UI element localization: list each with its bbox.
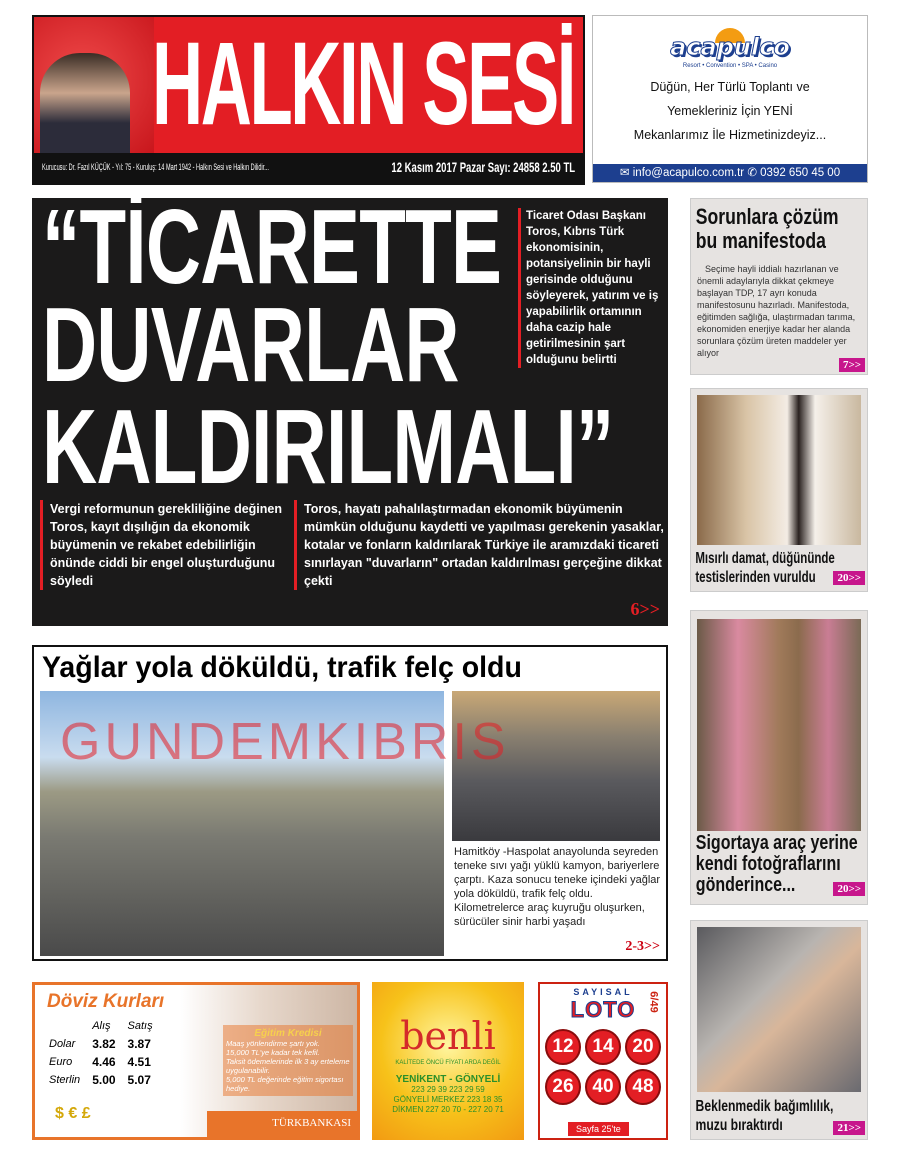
sidebar-story-insurance[interactable] (690, 610, 868, 905)
acapulco-logo: acapulco (593, 28, 867, 61)
acapulco-ad[interactable] (592, 15, 868, 183)
ad-text: Düğün, Her Türlü Toplantı ve Yemekleriniz İçin YENİ Mekanlarımız İle Hizmetinizdeyiz... (633, 80, 827, 142)
credit-info: Eğitim Kredisi Maaş yönlendirme şartı yok. 15,000 TL'ye kadar tek kefil. Taksit ödemelerinde ilk 3 ay erteleme uygulanabilir. 5,000 TL değerinde eğitim sigortası hediye. (223, 1025, 353, 1096)
lotto-ball: 12 (545, 1029, 581, 1065)
page-ref[interactable]: 7>> (839, 358, 865, 372)
story-title: Sorunlara çözüm bu manifestoda (695, 204, 839, 253)
page-ref[interactable]: 2-3>> (625, 939, 660, 954)
currency-symbols: $ € £ (55, 1105, 91, 1122)
exchange-table: Alış Satış Dolar 3.82 3.87 Euro 4.46 4.51 Sterlin 5.00 5.07 (43, 1017, 159, 1089)
page-ref[interactable]: 20>> (833, 882, 865, 896)
benli-ad[interactable] (372, 982, 524, 1140)
lotto-ball: 26 (545, 1069, 581, 1105)
page-ref[interactable]: 20>> (833, 571, 865, 585)
lead-deck: Ticaret Odası Başkanı Toros, Kıbrıs Türk ekonomisinin, potansiyelinin bir hayli gerisinde olduğunu söyleyerek, yatırım ve iş yapabilirlik ortamının daha cazip hale getirilmesinin şart olduğunu belirtti (518, 208, 666, 368)
benli-logo: benli (400, 1014, 496, 1058)
bank-logo: TÜRKBANKASI (207, 1111, 357, 1137)
story-title: Sigortaya araç yerine kendi fotoğraflarını gönderince... (695, 832, 858, 896)
story-text: Seçime hayli iddialı hazırlanan ve önemli adaylarıyla dikkat çekmeye başlayan TDP, 17 ayrı konuda manifestosunu hazırladı. Manifestoda, eğitimden sağlığa, ulaştırmadan tarıma, ekonomiden enerjiye kadar her alanda sorunlara çözüm üreten maddeler yer alıyor (697, 264, 856, 358)
founder-portrait (40, 53, 130, 153)
newspaper-title: HALKIN SESİ (152, 18, 575, 150)
lotto-ball: 48 (625, 1069, 661, 1105)
table-row: Euro 4.46 4.51 (49, 1055, 151, 1069)
ad-contact: ✉ info@acapulco.com.tr ✆ 0392 650 45 00 (593, 164, 867, 182)
lotto-ball: 14 (585, 1029, 621, 1065)
lead-column-1: Vergi reformunun gerekliliğine değinen Toros, kayıt dışılığın da ekonomik büyümenin ve rekabet edebilirliğin önünde ciddi bir engel oluşturduğunu söyledi (40, 500, 290, 590)
story-title: Yağlar yola döküldü, trafik felç oldu (42, 651, 522, 684)
page-ref[interactable]: 21>> (833, 1121, 865, 1135)
phones: 223 29 39 223 29 59 (411, 1085, 485, 1094)
traffic-story[interactable] (32, 645, 668, 961)
founder-line: Kurucusu: Dr. Fazıl KÜÇÜK - Yıl: 75 - Kuruluş: 14 Mart 1942 - Halkın Sesi ve Halkın Dilidir... (42, 162, 269, 172)
branch: YENİKENT - GÖNYELİ (395, 1074, 501, 1085)
monkey-photo (697, 927, 861, 1092)
table-row: Dolar 3.82 3.87 (49, 1037, 151, 1051)
exchange-rates-ad[interactable] (32, 982, 360, 1140)
story-title: Beklenmedik bağımlılık, muzu bıraktırdı (695, 1098, 834, 1134)
page-ref[interactable]: Sayfa 25'te (568, 1122, 629, 1136)
masthead-strip (34, 153, 583, 183)
page-ref[interactable]: 6>> (630, 599, 660, 619)
table-row: Sterlin 5.00 5.07 (49, 1073, 151, 1087)
lead-column-2: Toros, hayatı pahalılaştırmadan ekonomik büyümenin mümkün olduğunu kaydetti ve yapılması gerekenin yasaklar, kotalar ve fonların kaldırılarak Türkiye ile aramızdaki ticareti sınırlayan "duvarların" ortadan kaldırılması gerçeğine dikkat çekti (294, 500, 664, 590)
sidebar-story-groom[interactable] (690, 388, 868, 592)
ad-slogan: KALİTEDE ÖNCÜ FİYATI ARDA DEĞİL (395, 1060, 501, 1066)
wedding-photo (697, 395, 861, 545)
lotto-numbers (540, 1029, 666, 1105)
sidebar-story-monkey[interactable] (690, 920, 868, 1140)
issue-date: 12 Kasım 2017 Pazar Sayı: 24858 2.50 TL (391, 159, 575, 175)
story-caption: Hamitköy -Haspolat anayolunda seyreden teneke sıvı yağı yüklü kamyon, bariyerlere çarptı. Kaza sonucu teneke içindeki yağlar yola döküldü, trafik felç oldu. Kilometrelerce araç kuyruğu oluşurken, sürücüler sinir harbi yaşadı (454, 846, 661, 928)
ad-tagline: Resort • Convention • SPA • Casino (682, 63, 778, 69)
story-title: Mısırlı damat, düğününde testislerinden vuruldu (695, 550, 835, 586)
lead-story[interactable]: “TİCARETTE DUVARLAR KALDIRILMALI” Ticaret Odası Başkanı Toros, Kıbrıs Türk ekonomisinin, potansiyelinin bir hayli gerisinde olduğunu söyleyerek, yatırım ve iş yapabilirlik ortamının daha cazip hale getirilmesinin şart olduğunu belirtti Vergi reformunun gerekliliğine değinen Toros, kayıt dışılığın da ekonomik büyümenin ve rekabet edebilirliğin önünde ciddi bir engel oluşturduğunu söyledi Toros, hayatı pahalılaştırmadan ekonomik büyümenin mümkün olduğunu kaydetti ve yapılması gerekenin yasaklar, kotalar ve fonların kaldırılarak Türkiye ile aramızdaki ticareti sınırlayan "duvarların" ortadan kaldırılması gerçeğine dikkat çekti 6>> (32, 198, 668, 626)
lotto-ball: 20 (625, 1029, 661, 1065)
insurance-photo (697, 619, 861, 831)
lotto-logo: LOTO (570, 997, 636, 1022)
masthead (32, 15, 585, 185)
lotto-results[interactable] (538, 982, 668, 1140)
branch: GÖNYELİ MERKEZ 223 18 35 (393, 1095, 503, 1104)
lotto-format: 6/49 (647, 991, 660, 1013)
exchange-title: Döviz Kurları (47, 991, 165, 1012)
sidebar-story-manifesto[interactable] (690, 198, 868, 375)
lotto-ball: 40 (585, 1069, 621, 1105)
watermark: GUNDEMKIBRIS (60, 713, 510, 771)
lotto-label: SAYISAL (573, 987, 633, 997)
branch: DİKMEN 227 20 70 - 227 20 71 (392, 1105, 504, 1114)
